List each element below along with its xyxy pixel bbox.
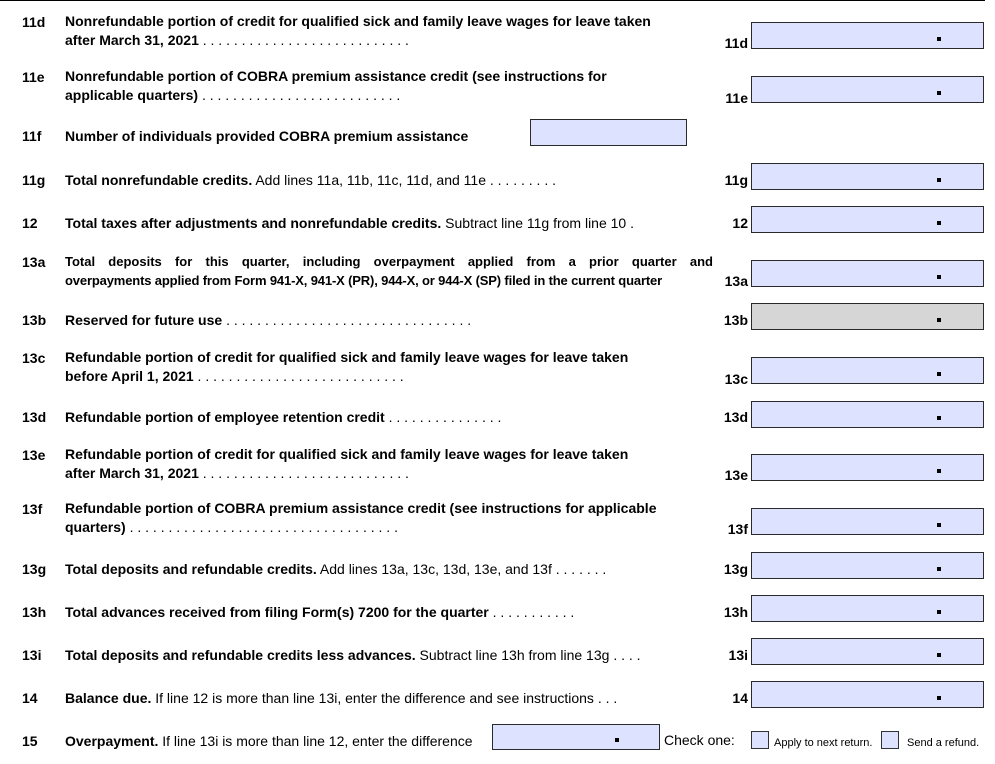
line-label: 11e bbox=[725, 90, 748, 106]
line-description: Refundable portion of credit for qualified sick and family leave wages for leave taken before April 1, 2021 . . . . . . . . . . . . . . . . . . . . . . . . . . . bbox=[65, 349, 629, 384]
line-number: 13c bbox=[22, 350, 46, 366]
line-description: Refundable portion of credit for qualified sick and family leave wages for leave taken after March 31, 2021 . . . . . . . . . . . . . . . . . . . . . . . . . . . bbox=[65, 446, 629, 481]
apply-next-return-checkbox[interactable] bbox=[751, 731, 769, 749]
amount-field-14[interactable] bbox=[751, 681, 984, 708]
send-refund-checkbox[interactable] bbox=[881, 731, 899, 749]
line-label: 13g bbox=[723, 561, 748, 577]
amount-field-12[interactable] bbox=[751, 206, 984, 233]
amount-field-13d[interactable] bbox=[751, 401, 984, 428]
line-label: 13a bbox=[724, 273, 748, 289]
cobra-individuals-field[interactable] bbox=[530, 119, 687, 146]
line-label: 13e bbox=[724, 467, 748, 483]
line-label: 12 bbox=[732, 215, 748, 231]
line-description: Nonrefundable portion of COBRA premium assistance credit (see instructions for applicable quarters) . . . . . . . . . . . . . . . . . . . . . . . . . . bbox=[65, 68, 607, 103]
line-label: 13d bbox=[723, 409, 748, 425]
amount-field-11d[interactable] bbox=[751, 22, 984, 49]
amount-field-11g[interactable] bbox=[751, 163, 984, 190]
line-description: Nonrefundable portion of credit for qualified sick and family leave wages for leave taken after March 31, 2021 . . . . . . . . . . . . . . . . . . . . . . . . . . . bbox=[65, 13, 651, 48]
line-description: Total taxes after adjustments and nonrefundable credits. Subtract line 11g from line 10 . bbox=[65, 215, 634, 231]
line-number: 11e bbox=[22, 69, 45, 85]
amount-field-13i[interactable] bbox=[751, 638, 984, 665]
line-label: 13i bbox=[728, 647, 748, 663]
send-refund-label: Send a refund. bbox=[907, 737, 980, 749]
amount-field-13a[interactable] bbox=[751, 260, 984, 287]
check-one-label: Check one: bbox=[664, 732, 735, 748]
line-description: Total nonrefundable credits. Add lines 11a, 11b, 11c, 11d, and 11e . . . . . . . . . bbox=[65, 172, 556, 188]
line-number: 13f bbox=[22, 501, 43, 517]
line-description: Refundable portion of employee retention credit . . . . . . . . . . . . . . . bbox=[65, 409, 502, 425]
line-number: 11g bbox=[22, 172, 46, 188]
line-label: 13h bbox=[723, 604, 748, 620]
line-description: Total advances received from filing Form(s) 7200 for the quarter . . . . . . . . . . . bbox=[65, 604, 575, 620]
amount-field-13c[interactable] bbox=[751, 357, 984, 384]
line-description: Balance due. If line 12 is more than line 13i, enter the difference and see instructions . . . bbox=[65, 690, 618, 706]
line-number: 11f bbox=[22, 128, 42, 144]
line-label: 13b bbox=[723, 312, 748, 328]
line-number: 13i bbox=[22, 647, 42, 663]
overpayment-field[interactable] bbox=[492, 724, 660, 750]
amount-field-13b-reserved bbox=[751, 303, 984, 330]
top-rule bbox=[0, 0, 985, 1]
line-description: Refundable portion of COBRA premium assistance credit (see instructions for applicable quarters) . . . . . . . . . . . . . . . . . . . . . . . . . . . . . . . . . . . bbox=[65, 500, 657, 535]
line-number: 15 bbox=[22, 733, 38, 749]
line-number: 13g bbox=[22, 561, 47, 577]
amount-field-13e[interactable] bbox=[751, 454, 984, 481]
line-number: 13h bbox=[22, 604, 47, 620]
line-description: Reserved for future use . . . . . . . . . . . . . . . . . . . . . . . . . . . . . . . . bbox=[65, 312, 472, 328]
line-description: Total deposits for this quarter, including overpayment applied from a prior quarter and overpayments applied from Form 941-X, 941-X (PR), 944-X, or 944-X (SP) filed in the current quarter bbox=[65, 254, 713, 288]
line-number: 14 bbox=[22, 690, 38, 706]
amount-field-13g[interactable] bbox=[751, 552, 984, 579]
line-description: Total deposits and refundable credits. Add lines 13a, 13c, 13d, 13e, and 13f . . . . . . . bbox=[65, 561, 607, 577]
line-number: 13b bbox=[22, 312, 47, 328]
amount-field-11e[interactable] bbox=[751, 76, 984, 103]
line-label: 11d bbox=[724, 35, 748, 51]
amount-field-13h[interactable] bbox=[751, 595, 984, 622]
line-description: Number of individuals provided COBRA premium assistance bbox=[65, 128, 469, 144]
line-label: 13c bbox=[724, 371, 748, 387]
line-label: 13f bbox=[727, 521, 748, 537]
amount-field-13f[interactable] bbox=[751, 508, 984, 535]
line-description: Total deposits and refundable credits less advances. Subtract line 13h from line 13g . . . . bbox=[65, 647, 641, 663]
line-label: 14 bbox=[732, 690, 748, 706]
line-number: 11d bbox=[22, 14, 46, 30]
line-description: Overpayment. If line 13i is more than line 12, enter the difference bbox=[65, 733, 473, 749]
line-number: 13d bbox=[22, 409, 47, 425]
apply-next-return-label: Apply to next return. bbox=[774, 737, 873, 749]
line-number: 13a bbox=[22, 254, 46, 270]
line-number: 13e bbox=[22, 447, 46, 463]
line-label: 11g bbox=[724, 172, 748, 188]
line-number: 12 bbox=[22, 215, 38, 231]
